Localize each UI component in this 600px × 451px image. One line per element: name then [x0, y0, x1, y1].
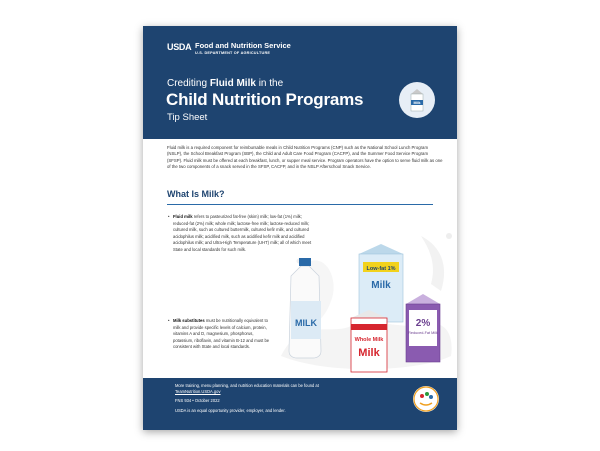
reduced-label: Reduced-Fat Milk	[408, 331, 438, 335]
milk-carton-icon	[399, 82, 435, 118]
fns-number: FNS 934 • October 2022	[175, 398, 220, 403]
jug-label: MILK	[295, 318, 317, 328]
page-title: Child Nutrition Programs	[166, 90, 364, 109]
lowfat-milk-carton	[359, 244, 403, 322]
header-banner	[143, 26, 457, 139]
milk-illustration	[271, 206, 457, 386]
whole-milk-carton	[351, 310, 387, 372]
lowfat-label: Low-fat 1%	[366, 266, 396, 272]
bullet-fluid-milk: • Fluid milk refers to pasteurized fat-free (skim) milk; low-fat (1%) milk; reduced-fat (2%) milk; whole milk; lactose-free milk; lactose-reduced milk; cultured milk, such as cultured buttermilk, cultured kefir milk, and cultured acidophilus milk; acidified milk, such as acidified kefir milk and acidified acidophilus milk; and Ultra-High Temperature (UHT) milk; all of which meet State and local standards for such milk.	[168, 214, 312, 252]
equal-opportunity-statement: USDA is an equal opportunity provider, employer, and lender.	[175, 408, 286, 413]
team-nutrition-logo	[413, 386, 439, 412]
icon-carton-label: Milk	[413, 101, 421, 105]
usda-logo: USDA	[167, 42, 192, 52]
intro-paragraph: Fluid milk is a required component for reimbursable meals in Child Nutrition Programs (CNP) such as the National School Lunch Program (NSLP), the School Breakfast Program (SBP), the Child and Adult Care Food Program (CACFP), and the Summer Food Service Program (SFSP). Fluid milk must be offered at each breakfast, lunch, or supper meal service. Program operators have the option to serve fluid milk as one of the two components of a snack served in the SFSP, CACFP, and in the NSLP Afterschool Snack Service.	[167, 145, 443, 170]
lowfat-milk-word: Milk	[371, 280, 391, 291]
department-name: U.S. DEPARTMENT OF AGRICULTURE	[195, 51, 271, 55]
footer-link[interactable]: TeamNutrition.USDA.gov	[175, 389, 221, 394]
page-subtitle: Tip Sheet	[167, 112, 208, 123]
section-divider	[167, 204, 433, 205]
agency-name: Food and Nutrition Service	[195, 41, 291, 50]
bullet-dot: •	[168, 214, 170, 219]
section-title: What Is Milk?	[167, 189, 225, 199]
whole-milk-word: Milk	[358, 347, 380, 359]
reduced-fat-milk-carton	[406, 294, 440, 362]
footer-banner	[143, 378, 457, 430]
tip-sheet-document	[143, 26, 457, 430]
footer-resources: More training, menu planning, and nutrition education materials can be found at TeamNutrition.USDA.gov	[175, 383, 319, 394]
bullet-dot: •	[168, 318, 170, 323]
whole-label: Whole Milk	[354, 337, 384, 343]
milk-jug	[289, 258, 321, 358]
bullet-milk-substitutes: • Milk substitutes must be nutritionally equivalent to milk and provide specific levels of calcium, protein, vitamins A and D, magnesium, phosphorus, potassium, riboflavin, and vitamin B-12 and must be consistent with State and local standards.	[168, 318, 270, 350]
reduced-pct: 2%	[415, 318, 431, 329]
title-line-1: Crediting Fluid Milk in the	[167, 78, 284, 89]
